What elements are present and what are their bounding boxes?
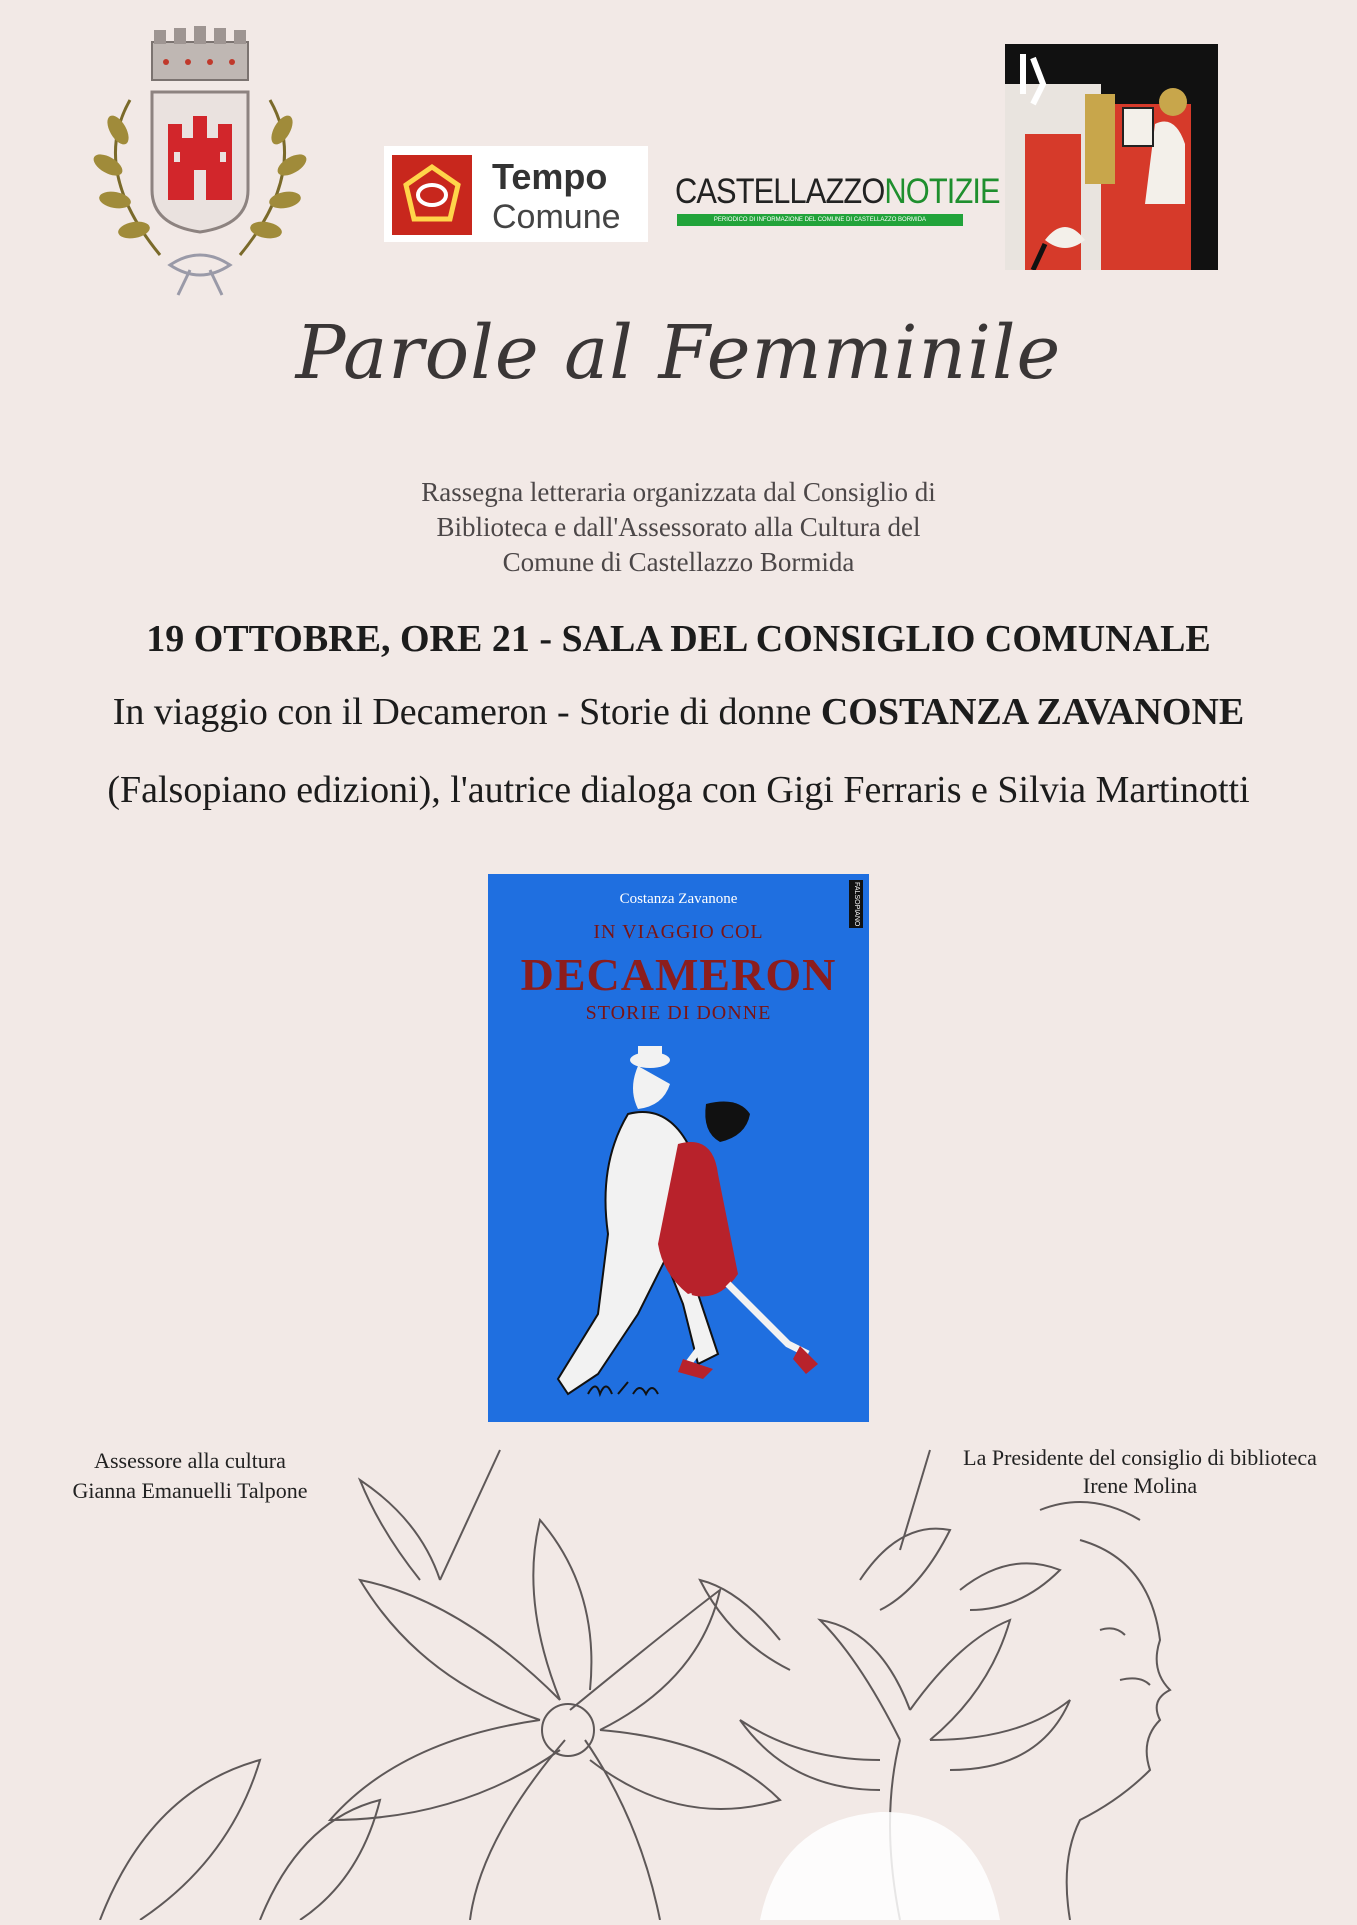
- assessore-role: Assessore alla cultura: [94, 1448, 286, 1473]
- floral-line-art-decoration: [0, 1440, 1357, 1920]
- castellazzo-notizie-name-b: NOTIZIE: [884, 172, 1000, 211]
- reading-figure-illustration: [1005, 44, 1218, 270]
- tempo-comune-logo: [384, 146, 648, 242]
- cover-title-top: IN VIAGGIO COL: [593, 921, 764, 943]
- event-publisher-line: (Falsopiano edizioni), l'autrice dialoga con Gigi Ferraris e Silvia Martinotti: [107, 769, 1250, 811]
- presidente-signature-block: [930, 1444, 1350, 1500]
- presidente-name: Irene Molina: [1082, 1473, 1198, 1498]
- cover-author: Costanza Zavanone: [619, 891, 738, 907]
- municipal-crest-logo: [70, 20, 330, 300]
- tempo-comune-text-top: Tempo: [492, 156, 608, 197]
- cover-title-sub: STORIE DI DONNE: [585, 1002, 772, 1024]
- book-cover: [488, 874, 869, 1422]
- tempo-comune-mark-icon: [392, 155, 472, 235]
- event-date-place: 19 OTTOBRE, ORE 21 - SALA DEL CONSIGLIO COMUNALE: [146, 618, 1211, 660]
- event-intro-line1: Rassegna letteraria organizzata dal Consiglio di: [421, 477, 936, 507]
- cover-title-main: DECAMERON: [520, 949, 837, 1000]
- book-title-text: In viaggio con il Decameron - Storie di donne: [112, 691, 812, 733]
- castellazzo-notizie-logo: [675, 172, 1000, 232]
- assessore-signature-block: [20, 1446, 360, 1506]
- assessore-name: Gianna Emanuelli Talpone: [72, 1478, 308, 1503]
- presidente-role: La Presidente del consiglio di biblioteca: [963, 1445, 1317, 1470]
- event-title: Parole al Femminile: [295, 310, 1062, 396]
- tempo-comune-text-bottom: Comune: [492, 198, 621, 236]
- castellazzo-notizie-name: [675, 172, 1000, 212]
- castellazzo-notizie-name-a: CASTELLAZZO: [675, 172, 885, 211]
- author-name: COSTANZA ZAVANONE: [820, 691, 1245, 733]
- event-intro: [0, 475, 1357, 580]
- event-intro-line2: Biblioteca e dall'Assessorato alla Cultura del: [436, 512, 921, 542]
- event-intro-line3: Comune di Castellazzo Bormida: [502, 547, 855, 577]
- event-book-line: [0, 690, 1357, 734]
- castellazzo-notizie-tagline: PERIODICO DI INFORMAZIONE DEL COMUNE DI CASTELLAZZO BORMIDA: [677, 214, 963, 226]
- cover-publisher-label: FALSOPIANO: [849, 880, 863, 928]
